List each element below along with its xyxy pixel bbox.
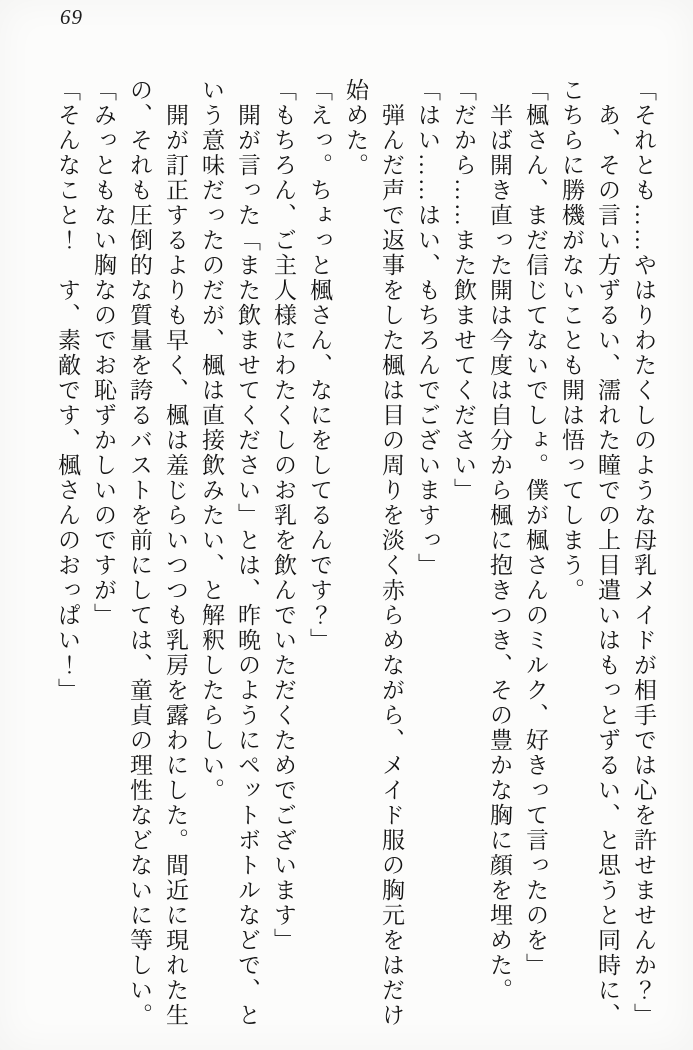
text-column-9: 始めた。 bbox=[343, 78, 368, 178]
text-column-11: 「もちろん、ご主人様にわたくしのお乳を飲んでいただくためでございます」 bbox=[271, 78, 296, 953]
text-column-1: 「それとも……やはりわたくしのような母乳メイドが相手では心を許せませんか？」 bbox=[631, 78, 656, 1028]
text-column-5: 半ば開き直った開は今度は自分から楓に抱きつき、その豊かな胸に顔を埋めた。 bbox=[487, 78, 512, 1003]
text-column-2: あ、その言い方ずるい、濡れた瞳での上目遣いはもっとずるい、と思うと同時に、 bbox=[595, 78, 620, 1028]
page-number: 69 bbox=[60, 5, 83, 29]
text-column-3: こちらに勝機がないことも開は悟ってしまう。 bbox=[559, 78, 584, 603]
text-column-15: の、それも圧倒的な質量を誇るバストを前にしては、童貞の理性などないに等しい。 bbox=[127, 78, 152, 1028]
text-column-17: 「そんなこと！ す、素敵です、楓さんのおっぱい！」 bbox=[55, 78, 80, 703]
text-column-10: 「えっ。ちょっと楓さん、なにをしてるんです？」 bbox=[307, 78, 332, 653]
text-column-13: いう意味だったのだが、楓は直接飲みたい、と解釈したらしい。 bbox=[199, 78, 224, 803]
text-column-8: 弾んだ声で返事をした楓は目の周りを淡く赤らめながら、メイド服の胸元をはだけ bbox=[379, 78, 404, 1028]
text-column-16: 「みっともない胸なのでお恥ずかしいのですが」 bbox=[91, 78, 116, 628]
text-column-12: 開が言った「また飲ませてください」とは、昨晩のようにペットボトルなどで、と bbox=[235, 78, 260, 1028]
text-column-14: 開が訂正するよりも早く、楓は羞じらいつつも乳房を露わにした。間近に現れた生 bbox=[163, 78, 188, 1028]
text-column-6: 「だから……また飲ませてください」 bbox=[451, 78, 476, 503]
text-column-7: 「はい……はい、もちろんでございますっ」 bbox=[415, 78, 440, 578]
vertical-text-block bbox=[49, 78, 661, 1030]
text-column-4: 「楓さん、まだ信じてないでしょ。僕が楓さんのミルク、好きって言ったのを」 bbox=[523, 78, 548, 978]
